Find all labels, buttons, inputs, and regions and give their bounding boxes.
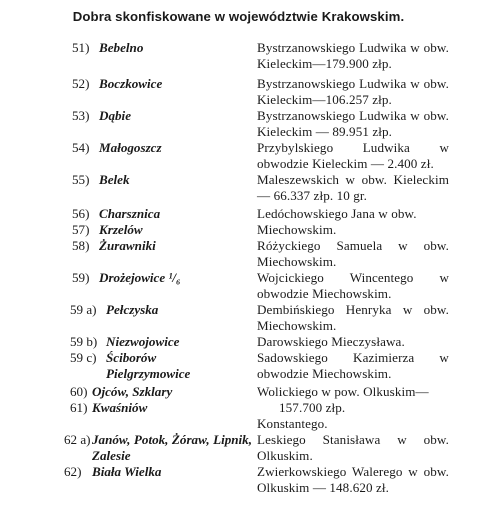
estate-name: Drożejowice ¹/₆	[99, 270, 181, 285]
entry-number: 57)	[72, 222, 90, 237]
entry-number: 59 c)	[70, 350, 97, 365]
estate-name: Kwaśniów	[92, 400, 148, 415]
owner-text: Wolickiego w pow. Olkuskim—	[257, 384, 429, 399]
owner-text: Dembińskiego Henryka w obw. Miechowskim.	[257, 302, 449, 333]
estate-name: Bebelno	[99, 40, 144, 55]
owner-text: Bystrzanowskiego Ludwika w obw. Kieleckim — 89.951 złp.	[257, 108, 449, 139]
entry-number: 59)	[72, 270, 90, 285]
estate-name: Ojców, Szklary	[92, 384, 173, 399]
owner-text: Ledóchowskiego Jana w obw.	[257, 206, 417, 221]
page-title: Dobra skonfiskowane w województwie Krakowskim.	[72, 9, 405, 24]
estate-name: Żurawniki	[99, 238, 156, 253]
estate-name: Małogoszcz	[99, 140, 162, 155]
estate-name: Biała Wielka	[92, 464, 162, 479]
entry-number: 60)	[70, 384, 88, 399]
owner-text: Przybylskiego Ludwika w obwodzie Kieleckim — 2.400 zł.	[257, 140, 449, 171]
owner-text: Bystrzanowskiego Ludwika w obw. Kieleckim—179.900 złp.	[257, 40, 449, 71]
entry-number: 62)	[64, 464, 82, 479]
entry-number: 61)	[70, 400, 88, 415]
entry-number: 54)	[72, 140, 90, 155]
owner-text: Maleszewskich w obw. Kieleckim — 66.337 złp. 10 gr.	[257, 172, 449, 203]
estate-name: Ściborów Pielgrzymowice	[106, 350, 191, 381]
owner-text: Darowskiego Mieczysława.	[257, 334, 405, 349]
entry-number: 53)	[72, 108, 90, 123]
estate-name: Pełczyska	[106, 302, 159, 317]
entry-number: 58)	[72, 238, 90, 253]
owner-text: Wojcickiego Wincentego w obwodzie Miechowskim.	[257, 270, 449, 301]
owner-text: Różyckiego Samuela w obw. Miechowskim.	[257, 238, 449, 269]
entry-number: 51)	[72, 40, 90, 55]
estate-name: Janów, Potok, Żóraw, Lipnik, Zalesie	[92, 432, 252, 463]
estate-name: Niezwojowice	[106, 334, 180, 349]
estate-name: Belek	[99, 172, 130, 187]
owner-text: Sadowskiego Kazimierza w obwodzie Miechowskim.	[257, 350, 449, 381]
entry-number: 56)	[72, 206, 90, 221]
owner-text: Miechowskim.	[257, 222, 337, 237]
owner-text: 157.700 złp.	[279, 400, 346, 415]
owner-text: Konstantego.	[257, 416, 328, 431]
entry-number: 55)	[72, 172, 90, 187]
entry-number: 59 b)	[70, 334, 98, 349]
estate-name: Krzelów	[99, 222, 143, 237]
owner-text: Bystrzanowskiego Ludwika w obw. Kieleckim—106.257 złp.	[257, 76, 449, 107]
estate-name: Boczkowice	[99, 76, 163, 91]
entry-number: 59 a)	[70, 302, 97, 317]
owner-text: Leskiego Stanisława w obw. Olkuskim.	[257, 432, 449, 463]
estate-name: Charsznica	[99, 206, 161, 221]
entry-number: 52)	[72, 76, 90, 91]
entry-number: 62 a)	[64, 432, 91, 447]
owner-text: Zwierkowskiego Walerego w obw. Olkuskim — 148.620 zł.	[257, 464, 449, 495]
estate-name: Dąbie	[99, 108, 131, 123]
